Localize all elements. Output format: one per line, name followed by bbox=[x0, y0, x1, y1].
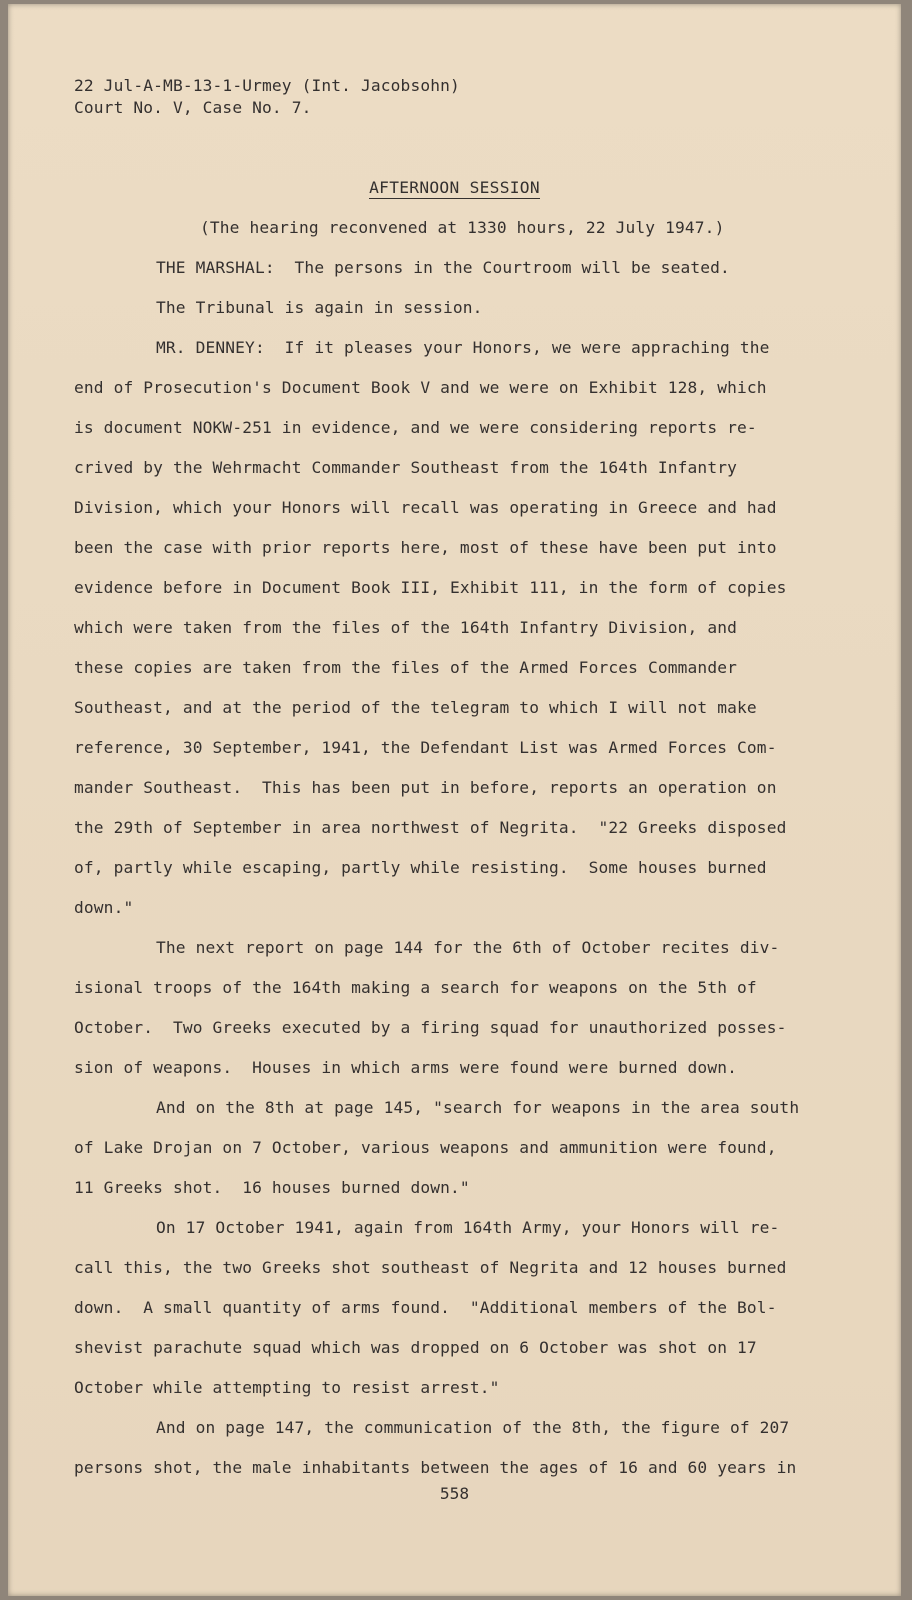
body-line-12: these copies are taken from the files of the Armed Forces Commander bbox=[74, 658, 738, 677]
body-line-32: persons shot, the male inhabitants between the ages of 16 and 60 years in bbox=[74, 1458, 797, 1477]
session-title-text: AFTERNOON SESSION bbox=[369, 178, 540, 197]
body-line-23: And on the 8th at page 145, "search for weapons in the area south bbox=[156, 1098, 800, 1117]
body-line-17: of, partly while escaping, partly while resisting. Some houses burned bbox=[74, 858, 767, 877]
body-line-6: is document NOKW-251 in evidence, and we were considering reports re- bbox=[74, 418, 757, 437]
body-line-8: Division, which your Honors will recall was operating in Greece and had bbox=[74, 498, 777, 517]
body-line-25: 11 Greeks shot. 16 houses burned down." bbox=[74, 1178, 470, 1197]
body-line-26: On 17 October 1941, again from 164th Army, your Honors will re- bbox=[156, 1218, 780, 1237]
body-line-5: end of Prosecution's Document Book V and we were on Exhibit 128, which bbox=[74, 378, 767, 397]
header-case-reference: 22 Jul-A-MB-13-1-Urmey (Int. Jacobsohn) bbox=[74, 76, 460, 95]
session-title bbox=[8, 178, 901, 197]
page-number: 558 bbox=[439, 1484, 470, 1503]
header-court-number: Court No. V, Case No. 7. bbox=[74, 98, 312, 117]
body-line-2: THE MARSHAL: The persons in the Courtroom will be seated. bbox=[156, 258, 730, 277]
body-line-7: crived by the Wehrmacht Commander Southeast from the 164th Infantry bbox=[74, 458, 738, 477]
body-line-27: call this, the two Greeks shot southeast of Negrita and 12 houses burned bbox=[74, 1258, 787, 1277]
body-line-11: which were taken from the files of the 164th Infantry Division, and bbox=[74, 618, 738, 637]
body-line-18: down." bbox=[74, 898, 134, 917]
body-line-20: isional troops of the 164th making a search for weapons on the 5th of bbox=[74, 978, 757, 997]
body-line-30: October while attempting to resist arrest." bbox=[74, 1378, 500, 1397]
body-line-31: And on page 147, the communication of the 8th, the figure of 207 bbox=[156, 1418, 790, 1437]
body-line-16: the 29th of September in area northwest of Negrita. "22 Greeks disposed bbox=[74, 818, 787, 837]
body-line-21: October. Two Greeks executed by a firing squad for unauthorized posses- bbox=[74, 1018, 787, 1037]
body-line-22: sion of weapons. Houses in which arms were found were burned down. bbox=[74, 1058, 738, 1077]
body-line-3: The Tribunal is again in session. bbox=[156, 298, 483, 317]
body-line-15: mander Southeast. This has been put in before, reports an operation on bbox=[74, 778, 777, 797]
body-line-13: Southeast, and at the period of the telegram to which I will not make bbox=[74, 698, 757, 717]
body-line-29: shevist parachute squad which was dropped on 6 October was shot on 17 bbox=[74, 1338, 757, 1357]
body-line-14: reference, 30 September, 1941, the Defendant List was Armed Forces Com- bbox=[74, 738, 777, 757]
body-line-9: been the case with prior reports here, most of these have been put into bbox=[74, 538, 777, 557]
body-line-4: MR. DENNEY: If it pleases your Honors, we were appraching the bbox=[156, 338, 770, 357]
body-line-28: down. A small quantity of arms found. "Additional members of the Bol- bbox=[74, 1298, 777, 1317]
body-line-24: of Lake Drojan on 7 October, various weapons and ammunition were found, bbox=[74, 1138, 777, 1157]
document-page bbox=[8, 4, 901, 1596]
body-line-19: The next report on page 144 for the 6th of October recites div- bbox=[156, 938, 780, 957]
body-line-1: (The hearing reconvened at 1330 hours, 22 July 1947.) bbox=[200, 218, 725, 237]
body-line-10: evidence before in Document Book III, Exhibit 111, in the form of copies bbox=[74, 578, 787, 597]
